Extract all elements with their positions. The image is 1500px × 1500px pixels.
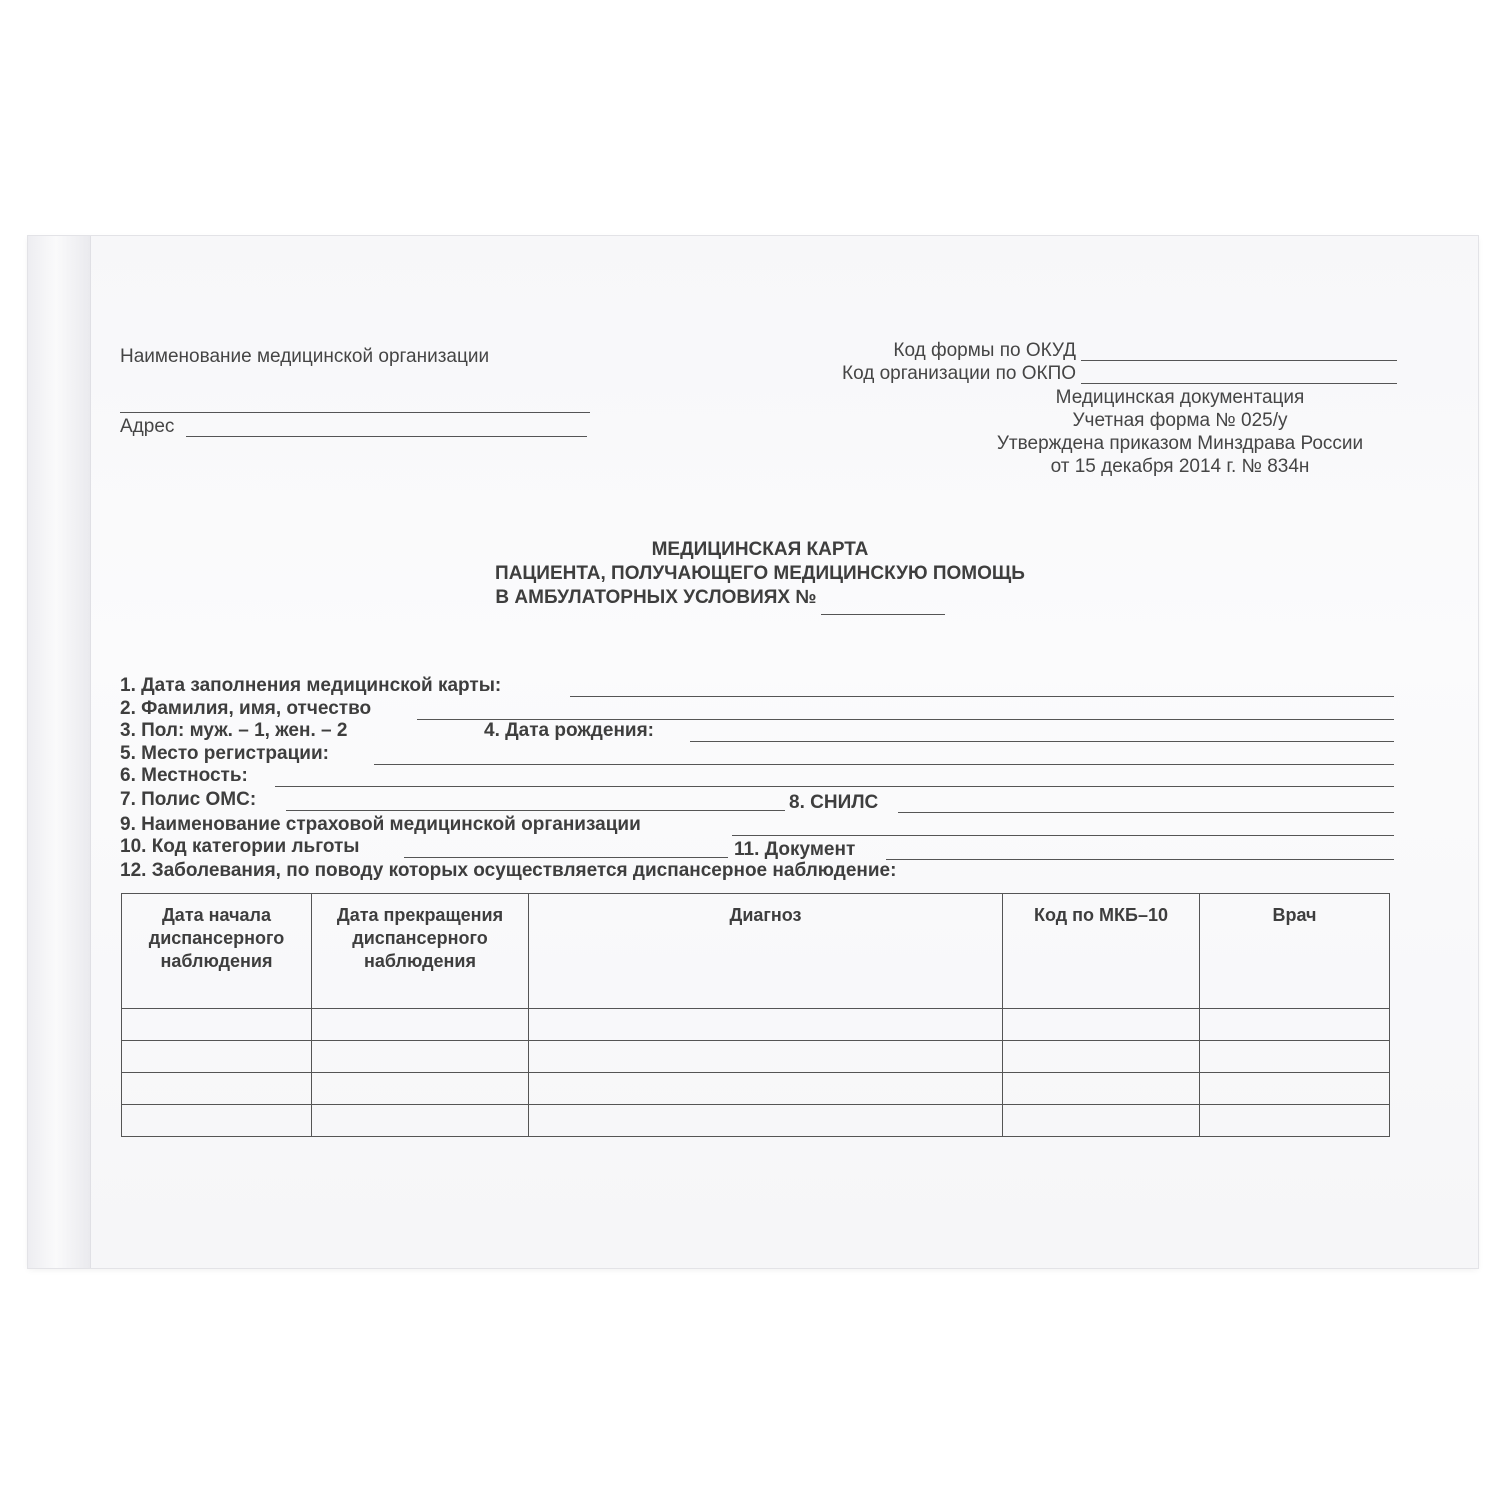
table-cell[interactable]: [122, 1073, 312, 1105]
title-line-1: МЕДИЦИНСКАЯ КАРТА: [651, 539, 869, 560]
field-insurer-line[interactable]: [732, 835, 1394, 836]
table-cell[interactable]: [312, 1009, 529, 1041]
field-benefit-label: 10. Код категории льготы: [120, 836, 360, 857]
address-label: Адрес: [120, 416, 175, 437]
field-document-label: 11. Документ: [734, 839, 856, 860]
field-oms-line[interactable]: [286, 810, 785, 811]
field-oms-label: 7. Полис ОМС:: [120, 789, 257, 810]
table-cell[interactable]: [1200, 1041, 1390, 1073]
table-cell[interactable]: [1003, 1041, 1200, 1073]
table-cell[interactable]: [1003, 1105, 1200, 1137]
table-row: [122, 1009, 1390, 1041]
field-fullname-label: 2. Фамилия, имя, отчество: [120, 698, 372, 719]
approved-by: Утверждена приказом Минздрава России: [996, 433, 1364, 454]
table-cell[interactable]: [1003, 1009, 1200, 1041]
table-cell[interactable]: [122, 1041, 312, 1073]
org-name-line[interactable]: [120, 412, 590, 413]
field-snils-label: 8. СНИЛС: [789, 792, 879, 813]
table-cell[interactable]: [529, 1041, 1003, 1073]
table-cell[interactable]: [1200, 1009, 1390, 1041]
table-row: [122, 1041, 1390, 1073]
okud-label: Код формы по ОКУД: [893, 340, 1076, 361]
address-line[interactable]: [186, 436, 587, 437]
card-number-blank[interactable]: [821, 590, 945, 615]
table-header-row: [122, 894, 1390, 1009]
table-cell[interactable]: [529, 1073, 1003, 1105]
field-diseases-label: 12. Заболевания, по поводу которых осуществляется диспансерное наблюдение:: [120, 860, 897, 881]
title-line-2: ПАЦИЕНТА, ПОЛУЧАЮЩЕГО МЕДИЦИНСКУЮ ПОМОЩЬ: [495, 563, 1025, 584]
card-spine: [28, 236, 91, 1268]
field-sex-label: 3. Пол: муж. – 1, жен. – 2: [120, 720, 348, 741]
okpo-label: Код организации по ОКПО: [842, 363, 1076, 384]
doc-type: Медицинская документация: [1055, 387, 1305, 408]
approved-date: от 15 декабря 2014 г. № 834н: [1050, 456, 1310, 477]
title-line-3-text: В АМБУЛАТОРНЫХ УСЛОВИЯХ №: [495, 587, 817, 608]
table-row: [122, 1105, 1390, 1137]
form-number: Учетная форма № 025/у: [1072, 410, 1288, 431]
field-birthdate-label: 4. Дата рождения:: [484, 720, 655, 741]
field-registration-label: 5. Место регистрации:: [120, 743, 329, 764]
table-cell[interactable]: [122, 1009, 312, 1041]
title-line-3: [300, 586, 1140, 615]
table-cell[interactable]: [312, 1073, 529, 1105]
field-registration-line[interactable]: [374, 764, 1394, 765]
col-end-date: Дата прекращения диспансерного наблюдения: [312, 894, 529, 1009]
field-birthdate-line[interactable]: [690, 741, 1394, 742]
table-row: [122, 1073, 1390, 1105]
field-insurer-label: 9. Наименование страховой медицинской организации: [120, 814, 641, 835]
table-cell[interactable]: [529, 1105, 1003, 1137]
table-cell[interactable]: [1200, 1073, 1390, 1105]
okud-line[interactable]: [1081, 360, 1397, 361]
col-start-date: Дата начала диспансерного наблюдения: [122, 894, 312, 1009]
table-cell[interactable]: [122, 1105, 312, 1137]
field-snils-line[interactable]: [898, 812, 1394, 813]
field-locality-label: 6. Местность:: [120, 765, 248, 786]
dispensary-table: [121, 893, 1390, 1137]
field-document-line[interactable]: [886, 859, 1394, 860]
field-fill-date-label: 1. Дата заполнения медицинской карты:: [120, 675, 502, 696]
field-fill-date-line[interactable]: [570, 696, 1394, 697]
col-doctor: Врач: [1200, 894, 1390, 1009]
okpo-line[interactable]: [1081, 383, 1397, 384]
field-locality-line[interactable]: [275, 786, 1394, 787]
table-cell[interactable]: [1200, 1105, 1390, 1137]
table-cell[interactable]: [312, 1105, 529, 1137]
table-cell[interactable]: [1003, 1073, 1200, 1105]
col-icd10: Код по МКБ–10: [1003, 894, 1200, 1009]
table-cell[interactable]: [312, 1041, 529, 1073]
org-name-label: Наименование медицинской организации: [120, 346, 490, 367]
col-diagnosis: Диагноз: [529, 894, 1003, 1009]
table-cell[interactable]: [529, 1009, 1003, 1041]
field-benefit-line[interactable]: [404, 857, 728, 858]
